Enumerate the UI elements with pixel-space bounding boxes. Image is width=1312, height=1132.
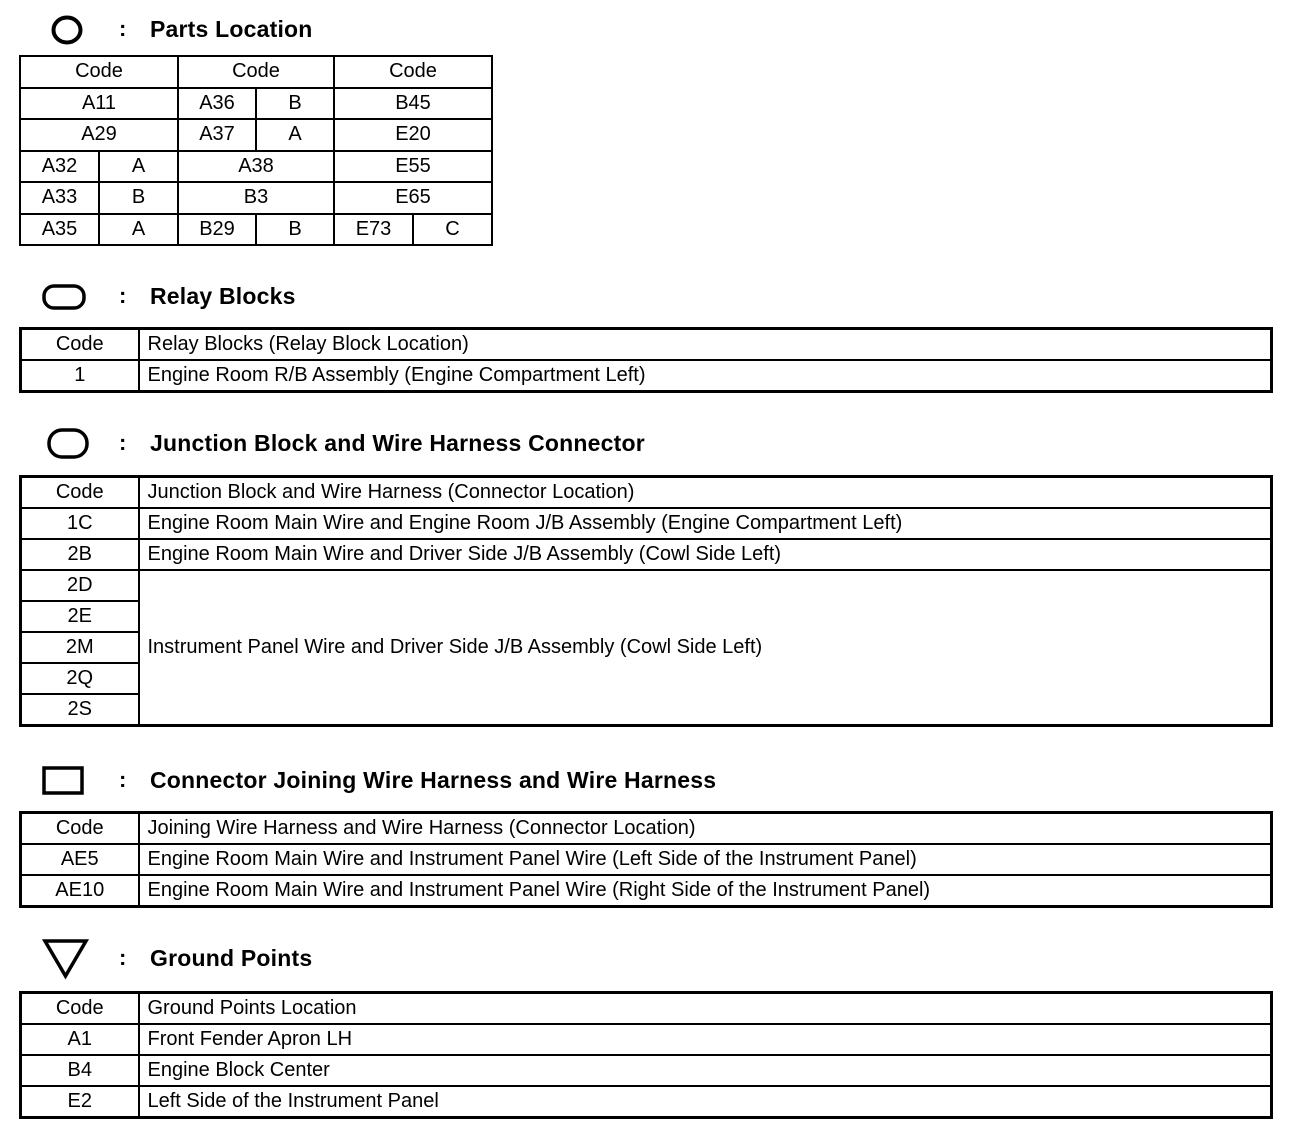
part-code: B3	[178, 182, 334, 214]
heading-colon: :	[119, 283, 127, 308]
ground-code: E2	[21, 1086, 139, 1118]
heading-colon: :	[119, 767, 127, 792]
heading-colon: :	[119, 16, 127, 41]
connector-description: Engine Room Main Wire and Instrument Panel Wire (Right Side of the Instrument Panel)	[139, 875, 1272, 907]
part-code: E73	[334, 214, 413, 246]
ground-description: Engine Block Center	[139, 1055, 1272, 1086]
part-code: A38	[178, 151, 334, 183]
junction-code: 2B	[21, 539, 139, 570]
part-code: B29	[178, 214, 256, 246]
part-suffix: B	[256, 88, 334, 120]
part-code: E20	[334, 119, 492, 151]
heading-colon: :	[119, 430, 127, 455]
junction-block-table	[19, 475, 1273, 727]
table-row	[21, 508, 1272, 539]
part-suffix: B	[99, 182, 178, 214]
connector-joining-table	[19, 811, 1273, 908]
part-code: A29	[20, 119, 178, 151]
part-code: B45	[334, 88, 492, 120]
table-row	[21, 360, 1272, 392]
header-description: Joining Wire Harness and Wire Harness (Connector Location)	[139, 813, 1272, 845]
header-code: Code	[21, 813, 139, 845]
circle-icon	[50, 15, 84, 45]
triangle-down-icon	[41, 938, 91, 980]
part-code: A32	[20, 151, 99, 183]
junction-code: 2E	[21, 601, 139, 632]
connector-code: AE10	[21, 875, 139, 907]
relay-blocks-table	[19, 327, 1273, 393]
heading-colon: :	[119, 945, 127, 970]
table-header-row	[21, 477, 1272, 509]
table-row	[20, 182, 492, 214]
section-title: Parts Location	[150, 16, 313, 42]
section-title: Junction Block and Wire Harness Connector	[150, 430, 645, 456]
table-row	[21, 844, 1272, 875]
junction-code: 2S	[21, 694, 139, 726]
table-header-row	[20, 56, 492, 88]
part-code: A35	[20, 214, 99, 246]
junction-code: 2Q	[21, 663, 139, 694]
parts-location-heading	[0, 12, 600, 46]
table-row	[21, 1055, 1272, 1086]
rounded-rect-icon	[42, 284, 86, 310]
ground-points-table	[19, 991, 1273, 1119]
table-header-row	[21, 993, 1272, 1025]
junction-block-heading	[0, 426, 900, 460]
header-description: Relay Blocks (Relay Block Location)	[139, 329, 1272, 361]
ground-code: B4	[21, 1055, 139, 1086]
part-code: E65	[334, 182, 492, 214]
table-row	[21, 1024, 1272, 1055]
header-description: Junction Block and Wire Harness (Connector Location)	[139, 477, 1272, 509]
part-suffix: A	[99, 151, 178, 183]
header-code: Code	[334, 56, 492, 88]
square-icon	[42, 766, 86, 796]
section-title: Connector Joining Wire Harness and Wire Harness	[150, 767, 717, 793]
part-code: A36	[178, 88, 256, 120]
header-code: Code	[20, 56, 178, 88]
ground-code: A1	[21, 1024, 139, 1055]
ground-description: Front Fender Apron LH	[139, 1024, 1272, 1055]
oval-icon	[47, 428, 91, 460]
table-header-row	[21, 329, 1272, 361]
junction-code: 2D	[21, 570, 139, 601]
part-code: A33	[20, 182, 99, 214]
table-row	[21, 875, 1272, 907]
section-title: Relay Blocks	[150, 283, 296, 309]
header-code: Code	[178, 56, 334, 88]
table-row	[20, 214, 492, 246]
table-header-row	[21, 813, 1272, 845]
junction-code: 1C	[21, 508, 139, 539]
relay-code: 1	[21, 360, 139, 392]
relay-blocks-heading	[0, 279, 600, 313]
connector-code: AE5	[21, 844, 139, 875]
table-row	[20, 88, 492, 120]
connector-description: Engine Room Main Wire and Instrument Panel Wire (Left Side of the Instrument Panel)	[139, 844, 1272, 875]
section-title: Ground Points	[150, 945, 313, 971]
header-code: Code	[21, 993, 139, 1025]
parts-location-table	[19, 55, 493, 246]
table-row	[21, 539, 1272, 570]
part-suffix: B	[256, 214, 334, 246]
part-code: A11	[20, 88, 178, 120]
relay-description: Engine Room R/B Assembly (Engine Compartment Left)	[139, 360, 1272, 392]
ground-points-heading	[0, 941, 600, 975]
ground-description: Left Side of the Instrument Panel	[139, 1086, 1272, 1118]
part-code: E55	[334, 151, 492, 183]
junction-description: Instrument Panel Wire and Driver Side J/B Assembly (Cowl Side Left)	[139, 570, 1272, 726]
table-row	[20, 119, 492, 151]
header-description: Ground Points Location	[139, 993, 1272, 1025]
table-row	[20, 151, 492, 183]
junction-description: Engine Room Main Wire and Engine Room J/B Assembly (Engine Compartment Left)	[139, 508, 1272, 539]
part-suffix: C	[413, 214, 492, 246]
junction-description: Engine Room Main Wire and Driver Side J/B Assembly (Cowl Side Left)	[139, 539, 1272, 570]
part-suffix: A	[99, 214, 178, 246]
table-row	[21, 570, 1272, 601]
junction-code: 2M	[21, 632, 139, 663]
part-code: A37	[178, 119, 256, 151]
table-row	[21, 1086, 1272, 1118]
header-code: Code	[21, 477, 139, 509]
part-suffix: A	[256, 119, 334, 151]
connector-joining-heading	[0, 763, 900, 797]
header-code: Code	[21, 329, 139, 361]
